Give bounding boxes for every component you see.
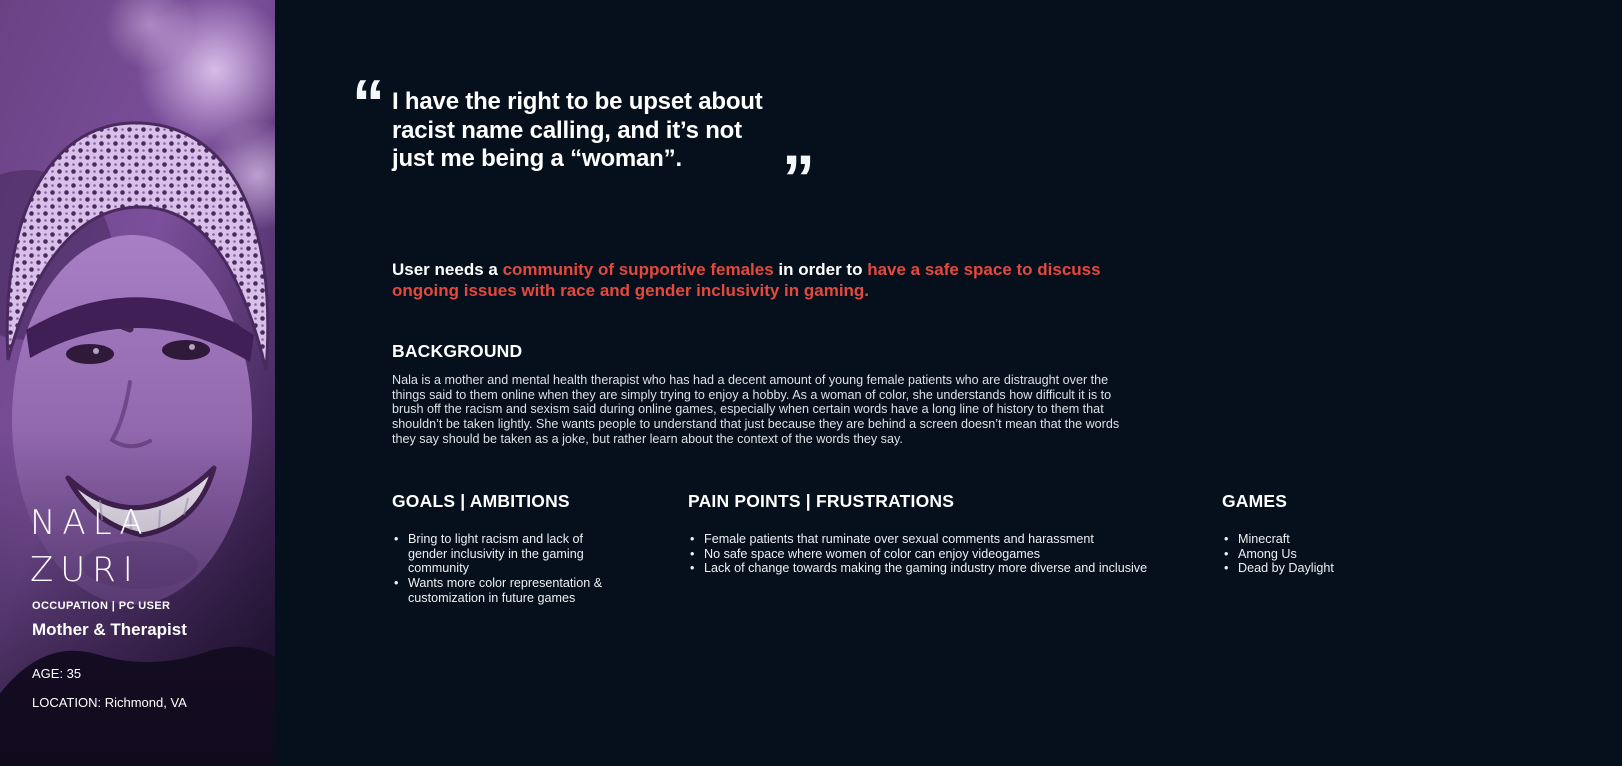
- goals-section: [392, 491, 620, 606]
- pain-points-item: • Female patients that ruminate over sexual comments and harassment: [688, 532, 1198, 547]
- goals-heading: GOALS | AMBITIONS: [392, 491, 570, 511]
- needs-segment-accent: community of supportive females: [502, 260, 774, 279]
- user-needs-statement: [392, 260, 1102, 301]
- games-item: • Dead by Daylight: [1222, 561, 1422, 576]
- background-body: Nala is a mother and mental health therapist who has had a decent amount of young female patients who are distraught over the things said to them online when they are simply trying to enjoy a hobby. As a woman of color, she understands how difficult it is to brush off the racism and sexism said during online games, especially when certain words have a long line of history to them that shouldn’t be taken lightly. She wants people to understand that just because they are behind a screen doesn’t mean that the words they say should be taken as a joke, but rather learn about the context of the words they say.: [392, 373, 1120, 446]
- pain-points-item: • Lack of change towards making the gaming industry more diverse and inclusive: [688, 561, 1198, 576]
- games-section: [1222, 491, 1422, 576]
- persona-name-line2: ZURI: [30, 550, 140, 590]
- sidebar-text-overlay: [0, 0, 275, 766]
- games-list: [1222, 532, 1422, 576]
- pain-points-heading: PAIN POINTS | FRUSTRATIONS: [688, 491, 955, 511]
- games-item: • Among Us: [1222, 547, 1422, 562]
- needs-segment-accent: have a safe space to discuss ongoing issues with race and gender inclusivity in gaming.: [392, 260, 1101, 300]
- goals-item: • Bring to light racism and lack of gender inclusivity in the gaming community: [392, 532, 620, 576]
- profile-sidebar: [0, 0, 275, 766]
- goals-item: • Wants more color representation & customization in future games: [392, 576, 620, 605]
- close-quote-mark: ”: [782, 141, 815, 215]
- occupation-label: OCCUPATION | PC USER: [32, 600, 171, 612]
- persona-name: [30, 500, 150, 594]
- goals-list: [392, 532, 620, 606]
- persona-name-line1: NALA: [30, 503, 150, 543]
- age-line: AGE: 35: [32, 666, 82, 681]
- games-item: • Minecraft: [1222, 532, 1422, 547]
- pain-points-item: • No safe space where women of color can enjoy videogames: [688, 547, 1198, 562]
- games-heading: GAMES: [1222, 491, 1288, 511]
- pain-points-section: [688, 491, 1198, 576]
- open-quote-mark: “: [352, 66, 385, 140]
- background-heading: BACKGROUND: [392, 341, 523, 361]
- quote-line: racist name calling, and it’s not: [392, 116, 742, 144]
- persona-quote: [392, 88, 763, 174]
- location-line: LOCATION: Richmond, VA: [32, 695, 187, 710]
- needs-segment: in order to: [773, 260, 868, 279]
- occupation-value: Mother & Therapist: [32, 620, 187, 639]
- background-section: [392, 341, 1144, 447]
- pain-points-list: [688, 532, 1198, 576]
- needs-segment: User needs a: [392, 260, 503, 279]
- quote-line: just me being a “woman”.: [392, 145, 682, 172]
- quote-line: I have the right to be upset about: [392, 88, 763, 115]
